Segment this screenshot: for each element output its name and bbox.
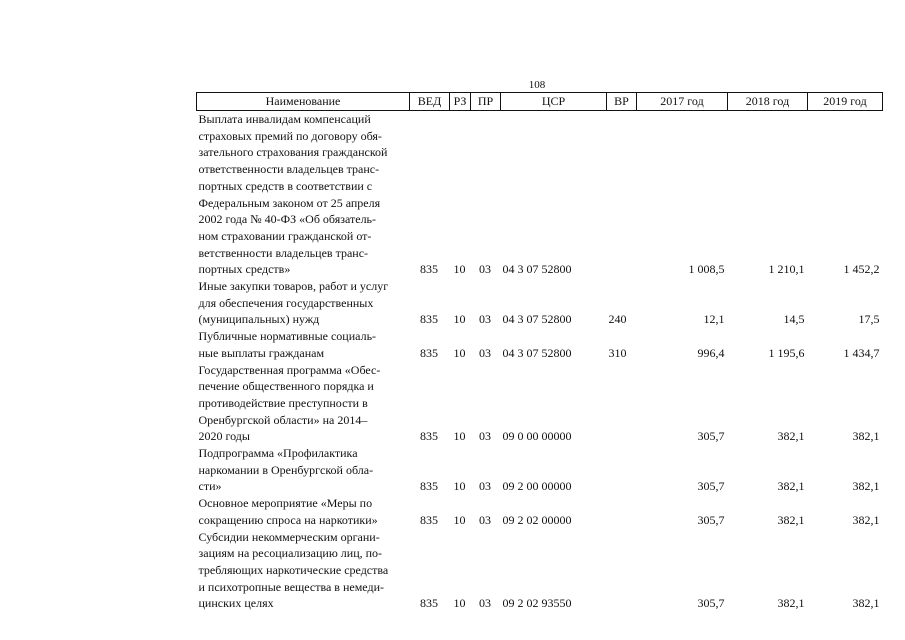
- cell-pr: 03: [479, 429, 491, 444]
- cell-ved: 835: [420, 312, 438, 327]
- table-header-row: [197, 93, 883, 111]
- cell-rz: 10: [453, 429, 466, 444]
- cell-rz: 10: [453, 479, 466, 494]
- cell-rz: 10: [453, 312, 466, 327]
- cell-2018: 382,1: [777, 429, 805, 444]
- cell-vr: [607, 529, 637, 613]
- cell-2018: 382,1: [777, 479, 805, 494]
- column-header-2017: 2017 год: [637, 93, 728, 111]
- cell-pr: 03: [479, 479, 491, 494]
- cell-2018: 1 210,1: [768, 262, 805, 277]
- cell-vr: 240: [608, 312, 627, 327]
- cell-2019: 1 452,2: [843, 262, 880, 277]
- cell-rz: 10: [453, 512, 466, 527]
- budget-table-body: [197, 111, 883, 613]
- cell-rz: 10: [453, 345, 466, 360]
- column-header-vr: ВР: [607, 93, 637, 111]
- column-header-ved: ВЕД: [410, 93, 450, 111]
- row-name-line: Оренбургской области» на 2014–: [198, 412, 368, 427]
- cell-vr: [607, 362, 637, 446]
- row-name-line: Основное мероприятие «Меры по: [198, 496, 373, 511]
- column-header-pr: ПР: [471, 93, 501, 111]
- cell-ved: 835: [420, 479, 438, 494]
- cell-2019: 382,1: [852, 429, 880, 444]
- row-name-line: Выплата инвалидам компенсаций: [198, 112, 371, 126]
- cell-csr: 09 2 02 93550: [502, 596, 572, 611]
- row-name-line: (муниципальных) нужд: [198, 312, 320, 327]
- cell-2017: 305,7: [697, 512, 725, 527]
- table-row: [197, 445, 883, 495]
- row-name: [197, 278, 410, 328]
- cell-2017: 1 008,5: [688, 262, 725, 277]
- budget-table: [196, 92, 883, 612]
- cell-csr: 09 2 00 00000: [502, 479, 572, 494]
- cell-csr: 04 3 07 52800: [502, 312, 572, 327]
- table-row: [197, 362, 883, 446]
- cell-pr: 03: [479, 596, 491, 611]
- cell-ved: 835: [420, 262, 438, 277]
- table-row: [197, 278, 883, 328]
- cell-vr: [607, 445, 637, 495]
- column-header-csr: ЦСР: [501, 93, 607, 111]
- row-name-line: для обеспечения государственных: [198, 295, 374, 310]
- cell-2018: 382,1: [777, 512, 805, 527]
- row-name-line: 2002 года № 40-ФЗ «Об обязатель-: [198, 212, 377, 227]
- row-name-line: портных средств»: [198, 262, 291, 277]
- cell-csr: 09 2 02 00000: [502, 512, 572, 527]
- row-name: [197, 328, 410, 361]
- cell-2017: 12,1: [703, 312, 725, 327]
- cell-2017: 305,7: [697, 479, 725, 494]
- cell-ved: 835: [420, 345, 438, 360]
- cell-2018: 382,1: [777, 596, 805, 611]
- row-name-line: зациям на ресоциализацию лиц, по-: [198, 546, 383, 561]
- row-name-line: портных средств в соответствии с: [198, 178, 373, 193]
- cell-2019: 382,1: [852, 512, 880, 527]
- cell-csr: 04 3 07 52800: [502, 345, 572, 360]
- row-name-line: наркомании в Оренбургской обла-: [198, 462, 374, 477]
- table-row: [197, 111, 883, 279]
- row-name-line: требляющих наркотические средства: [198, 562, 389, 577]
- cell-ved: 835: [420, 596, 438, 611]
- row-name-line: ответственности владельцев транс-: [198, 162, 380, 177]
- row-name-line: ные выплаты гражданам: [198, 345, 325, 360]
- cell-2017: 996,4: [697, 345, 725, 360]
- row-name: [197, 362, 410, 446]
- row-name: [197, 529, 410, 613]
- row-name-line: зательного страхования гражданской: [198, 145, 388, 160]
- page-number: 108: [528, 79, 546, 91]
- row-name-line: ветственности владельцев транс-: [198, 245, 369, 260]
- row-name-line: печение общественного порядка и: [198, 379, 374, 394]
- cell-rz: 10: [453, 262, 466, 277]
- column-header-rz: РЗ: [450, 93, 471, 111]
- cell-2018: 1 195,6: [768, 345, 805, 360]
- row-name-line: Государственная программа «Обес-: [198, 362, 381, 377]
- row-name-line: Публичные нормативные социаль-: [198, 329, 377, 344]
- row-name-line: 2020 годы: [198, 429, 250, 444]
- table-row: [197, 328, 883, 361]
- cell-csr: 04 3 07 52800: [502, 262, 572, 277]
- row-name-line: сти»: [198, 479, 222, 494]
- cell-2017: 305,7: [697, 429, 725, 444]
- cell-pr: 03: [479, 312, 491, 327]
- row-name-line: страховых премий по договору обя-: [198, 128, 382, 143]
- row-name-line: сокращению спроса на наркотики»: [198, 512, 378, 527]
- row-name-line: и психотропные вещества в немеди-: [198, 579, 384, 594]
- cell-pr: 03: [479, 262, 491, 277]
- cell-2019: 382,1: [852, 596, 880, 611]
- column-header-2019: 2019 год: [808, 93, 883, 111]
- table-row: [197, 529, 883, 613]
- column-header-2018: 2018 год: [728, 93, 808, 111]
- cell-pr: 03: [479, 345, 491, 360]
- row-name: [197, 445, 410, 495]
- cell-vr: [607, 111, 637, 279]
- row-name-line: противодействие преступности в: [198, 395, 368, 410]
- table-row: [197, 495, 883, 528]
- cell-2019: 17,5: [858, 312, 880, 327]
- cell-vr: [607, 495, 637, 528]
- cell-ved: 835: [420, 512, 438, 527]
- cell-vr: 310: [608, 345, 627, 360]
- cell-2018: 14,5: [783, 312, 805, 327]
- cell-2019: 1 434,7: [843, 345, 880, 360]
- row-name-line: Федеральным законом от 25 апреля: [198, 195, 381, 210]
- row-name-line: цинских целях: [198, 596, 274, 611]
- cell-csr: 09 0 00 00000: [502, 429, 572, 444]
- cell-2017: 305,7: [697, 596, 725, 611]
- row-name-line: ном страховании гражданской от-: [198, 228, 372, 243]
- row-name: [197, 111, 410, 279]
- row-name: [197, 495, 410, 528]
- cell-rz: 10: [453, 596, 466, 611]
- column-header-name: Наименование: [197, 93, 410, 111]
- row-name-line: Иные закупки товаров, работ и услуг: [198, 279, 389, 294]
- row-name-line: Подпрограмма «Профилактика: [198, 446, 358, 461]
- cell-pr: 03: [479, 512, 491, 527]
- cell-ved: 835: [420, 429, 438, 444]
- cell-2019: 382,1: [852, 479, 880, 494]
- row-name-line: Субсидии некоммерческим органи-: [198, 529, 380, 544]
